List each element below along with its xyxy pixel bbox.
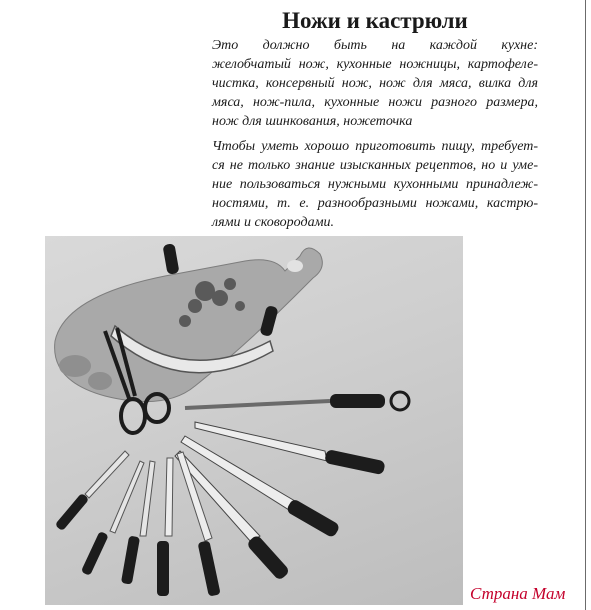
intro-line: нож для шинкования, ножеточка	[212, 114, 413, 129]
body-paragraph	[212, 137, 538, 232]
sharpening-steel	[185, 392, 409, 410]
intro-line: мяса, нож-пила, кухонные ножи разного размера,	[212, 95, 538, 110]
body-line: ние пользоваться нужными кухонными принадлеж-	[212, 177, 538, 192]
knives-photo	[45, 236, 463, 605]
body-line: ся не только знание изысканных рецептов, но и уме-	[212, 158, 538, 173]
watermark-logo: Страна Мам	[470, 584, 566, 603]
body-line: ностями, т. е. разнообразными ножами, кастрю-	[212, 196, 538, 211]
intro-line: Это должно быть на каждой кухне:	[212, 38, 538, 53]
intro-line: желобчатый нож, кухонные ножницы, картофеле-	[212, 57, 538, 72]
knives-illustration	[45, 236, 463, 605]
body-line: лями и сковородами.	[212, 215, 335, 230]
body-line: Чтобы уметь хорошо приготовить пищу, требует-	[212, 139, 538, 154]
intro-line: чистка, консервный нож, нож для мяса, вилка для	[212, 76, 538, 91]
page-title: Ножи и кастрюли	[282, 8, 468, 34]
page-edge-rule	[585, 0, 586, 610]
intro-paragraph	[212, 36, 538, 131]
